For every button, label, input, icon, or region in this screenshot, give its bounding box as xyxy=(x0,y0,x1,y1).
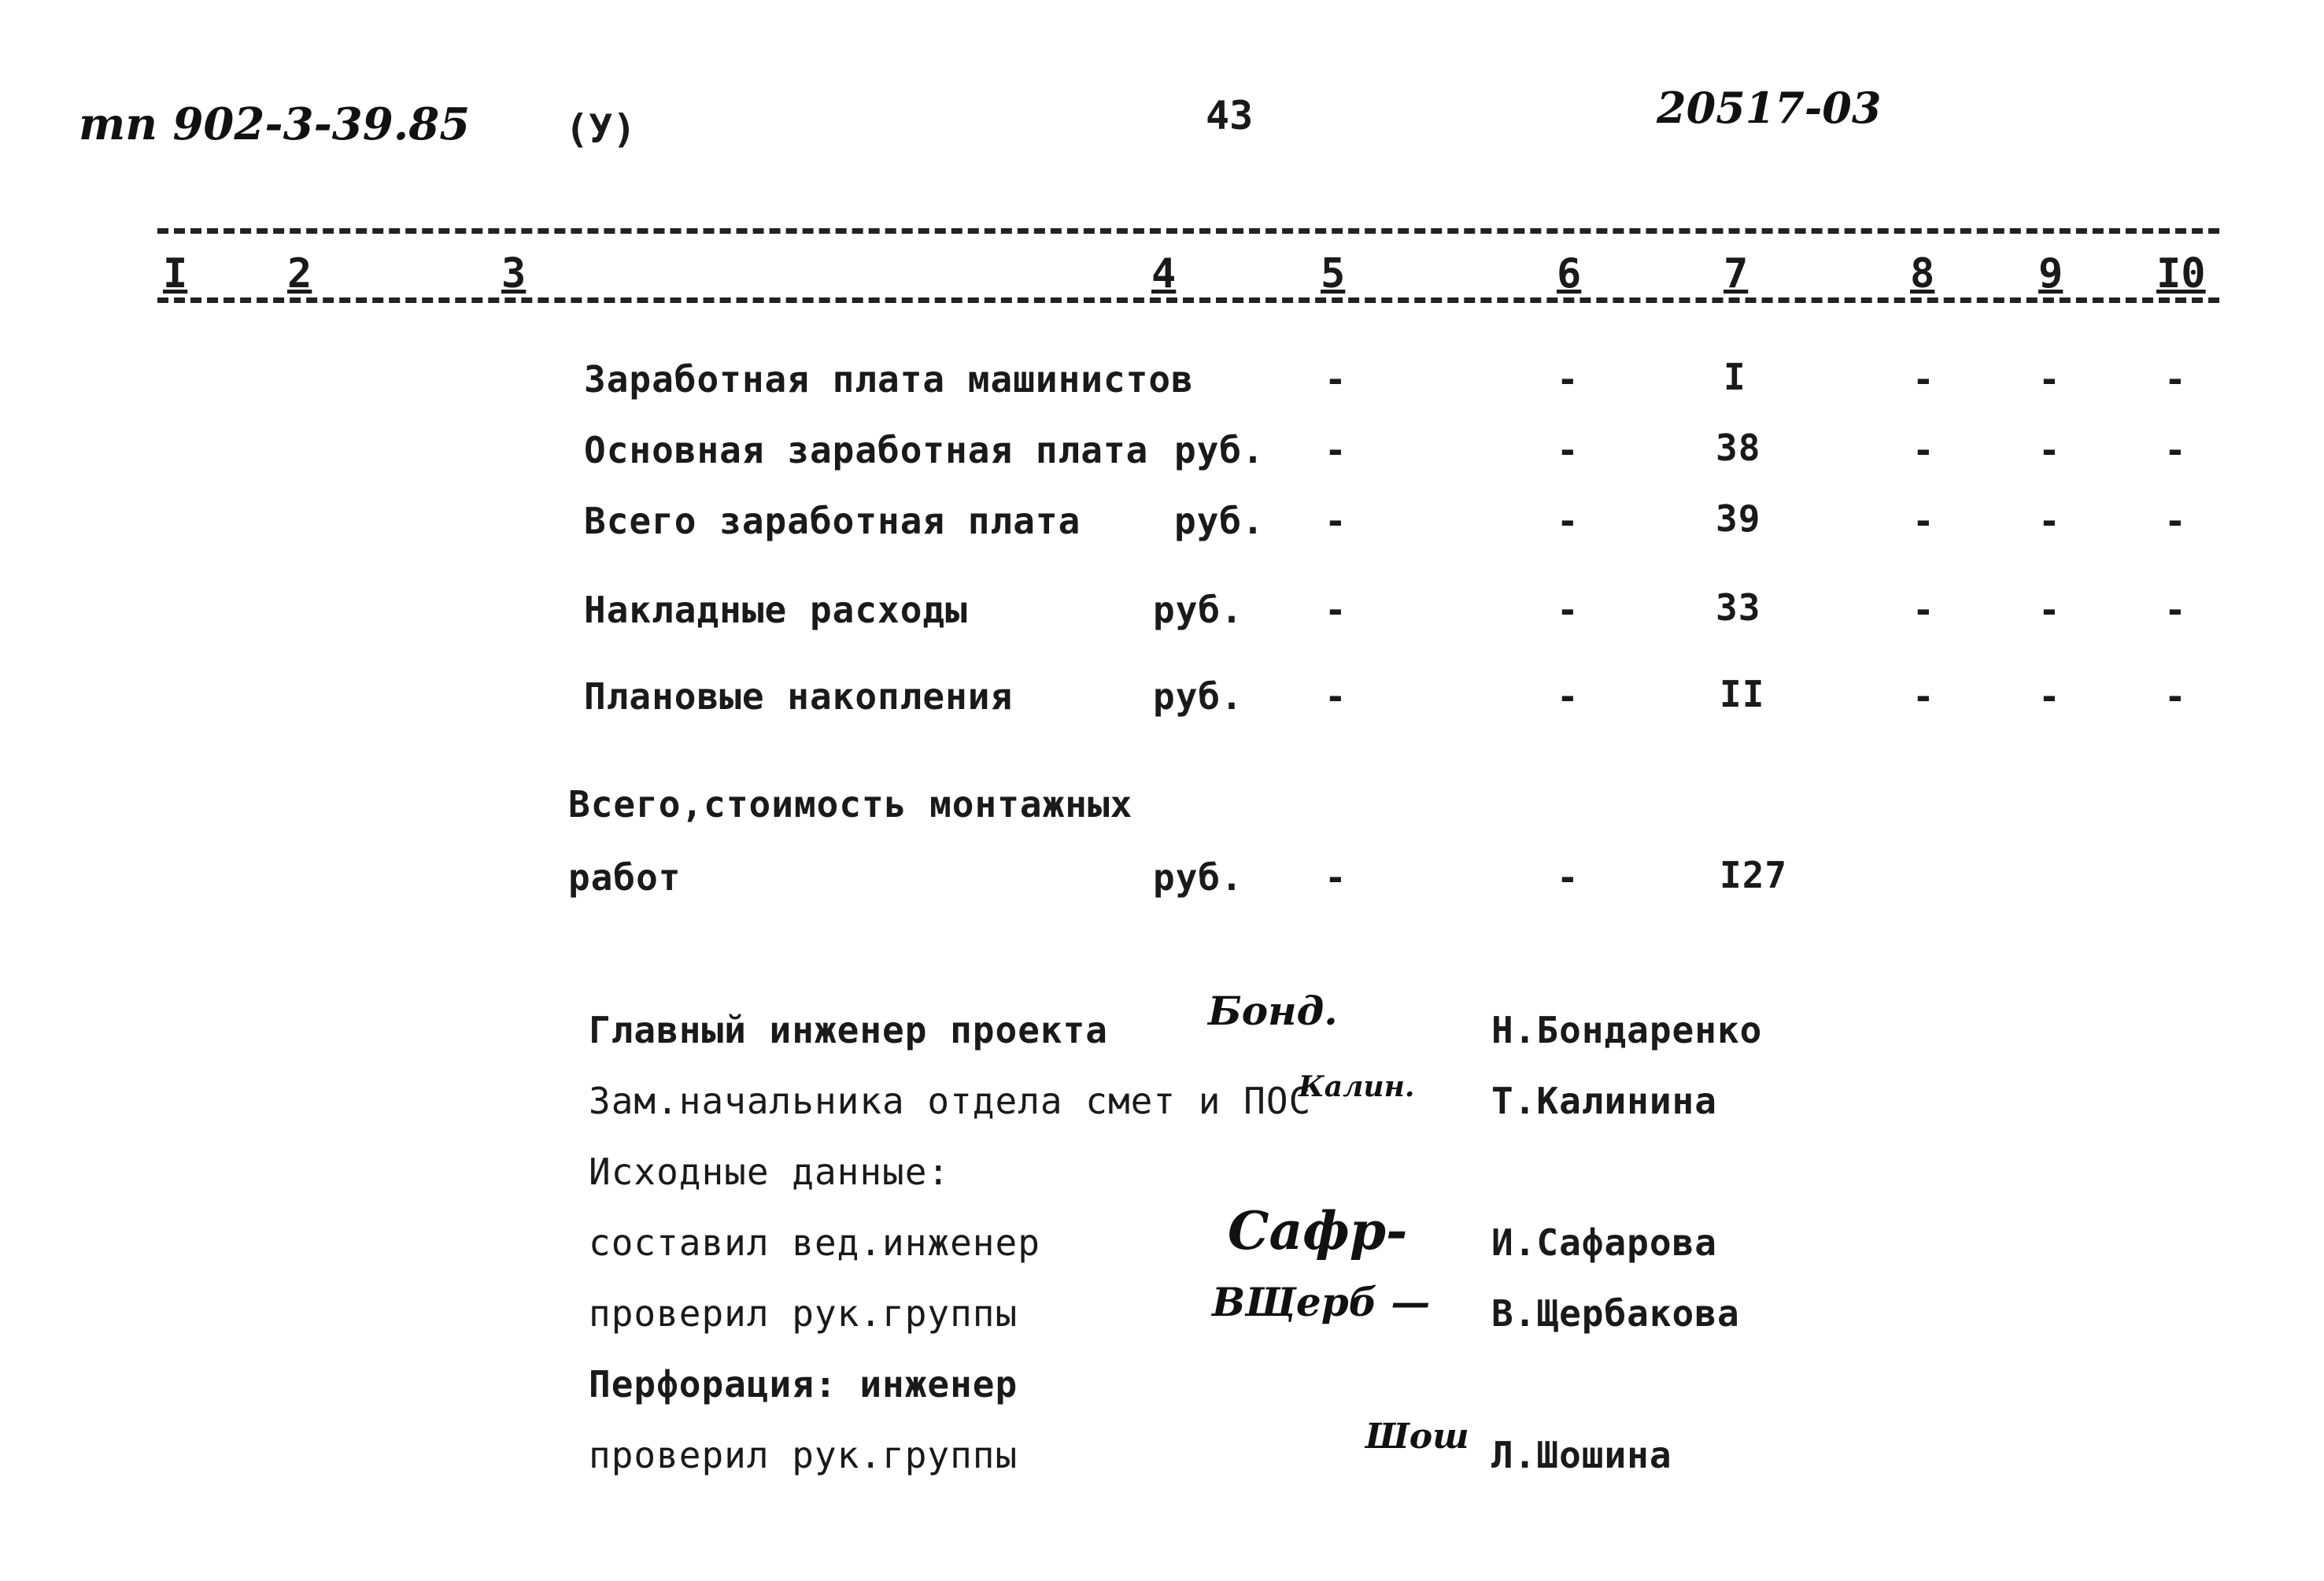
cell-col7: II xyxy=(1720,673,1765,715)
page-number: 43 xyxy=(1206,93,1254,139)
cell-col7: 39 xyxy=(1716,497,1761,540)
column-number: 8 xyxy=(1910,250,1935,297)
row-name: Основная заработная плата xyxy=(584,429,1149,471)
signer-name: В.Щербакова xyxy=(1491,1292,1740,1335)
cell-col8: - xyxy=(1912,429,1934,471)
signer-role: Зам.начальника отдела смет и ПОС xyxy=(589,1080,1312,1122)
cell-col10: - xyxy=(2164,500,2186,542)
row-unit: руб. xyxy=(1153,675,1243,718)
row-unit: руб. xyxy=(1174,500,1265,542)
total-name-line2: работ xyxy=(568,856,682,899)
handwritten-signature: Шош xyxy=(1365,1417,1469,1457)
signer-name: Т.Калинина xyxy=(1491,1080,1717,1122)
signer-role: проверил рук.группы xyxy=(589,1292,1018,1335)
cell-col10: - xyxy=(2164,675,2186,718)
signer-role: Исходные данные: xyxy=(589,1151,951,1193)
cell-col9: - xyxy=(2038,589,2060,631)
total-col6: - xyxy=(1557,856,1579,899)
cell-col8: - xyxy=(1912,358,1934,401)
cell-col7: 33 xyxy=(1716,586,1761,629)
total-name-line1: Всего,стоимость монтажных xyxy=(568,783,1133,826)
handwritten-signature: Калин. xyxy=(1299,1070,1415,1103)
archive-number: 20517-03 xyxy=(1657,83,1882,133)
handwritten-signature: Сафр- xyxy=(1228,1200,1408,1261)
signer-role: составил вед.инженер xyxy=(589,1221,1040,1264)
volume-mark: (У) xyxy=(565,106,637,152)
signer-role: проверил рук.группы xyxy=(589,1434,1018,1476)
cell-col6: - xyxy=(1557,675,1579,718)
total-col5: - xyxy=(1325,856,1347,899)
cell-col9: - xyxy=(2038,358,2060,401)
cell-col9: - xyxy=(2038,675,2060,718)
row-name: Накладные расходы xyxy=(584,589,968,631)
cell-col5: - xyxy=(1325,589,1347,631)
cell-col5: - xyxy=(1325,675,1347,718)
column-number: I xyxy=(163,250,188,297)
row-unit: руб. xyxy=(1174,429,1265,471)
signer-name: И.Сафарова xyxy=(1491,1221,1717,1264)
row-unit: руб. xyxy=(1153,589,1243,631)
column-number: 7 xyxy=(1724,250,1749,297)
cell-col8: - xyxy=(1912,589,1934,631)
row-name: Плановые накопления xyxy=(584,675,1014,718)
signer-name: Н.Бондаренко xyxy=(1491,1009,1763,1051)
cell-col9: - xyxy=(2038,429,2060,471)
column-number: 9 xyxy=(2038,250,2064,297)
cell-col10: - xyxy=(2164,589,2186,631)
handwritten-signature: Бонд. xyxy=(1208,988,1338,1034)
cell-col8: - xyxy=(1912,675,1934,718)
row-name: Заработная плата машинистов xyxy=(584,358,1194,401)
signer-role: Главный инженер проекта xyxy=(589,1009,1108,1051)
top-dashed-rule xyxy=(157,228,2219,234)
cell-col10: - xyxy=(2164,429,2186,471)
column-number: 3 xyxy=(501,250,527,297)
cell-col7: 38 xyxy=(1716,427,1761,469)
total-unit: руб. xyxy=(1153,856,1243,899)
cell-col5: - xyxy=(1325,429,1347,471)
cell-col6: - xyxy=(1557,358,1579,401)
document-code: тп 902-3-39.85 xyxy=(79,98,471,150)
column-number: 2 xyxy=(287,250,312,297)
cell-col10: - xyxy=(2164,358,2186,401)
cell-col5: - xyxy=(1325,358,1347,401)
signer-name: Л.Шошина xyxy=(1491,1434,1672,1476)
signer-role: Перфорация: инженер xyxy=(589,1363,1018,1406)
cell-col6: - xyxy=(1557,429,1579,471)
column-number: I0 xyxy=(2156,250,2206,297)
cell-col7: I xyxy=(1724,356,1746,398)
total-col7: I27 xyxy=(1720,854,1788,896)
column-number: 5 xyxy=(1321,250,1346,297)
handwritten-signature: ВЩерб — xyxy=(1212,1279,1431,1325)
cell-col5: - xyxy=(1325,500,1347,542)
column-number: 4 xyxy=(1151,250,1177,297)
cell-col6: - xyxy=(1557,500,1579,542)
cell-col6: - xyxy=(1557,589,1579,631)
column-number: 6 xyxy=(1557,250,1582,297)
row-name: Всего заработная плата xyxy=(584,500,1081,542)
cell-col9: - xyxy=(2038,500,2060,542)
cell-col8: - xyxy=(1912,500,1934,542)
bottom-dashed-rule xyxy=(157,297,2219,303)
